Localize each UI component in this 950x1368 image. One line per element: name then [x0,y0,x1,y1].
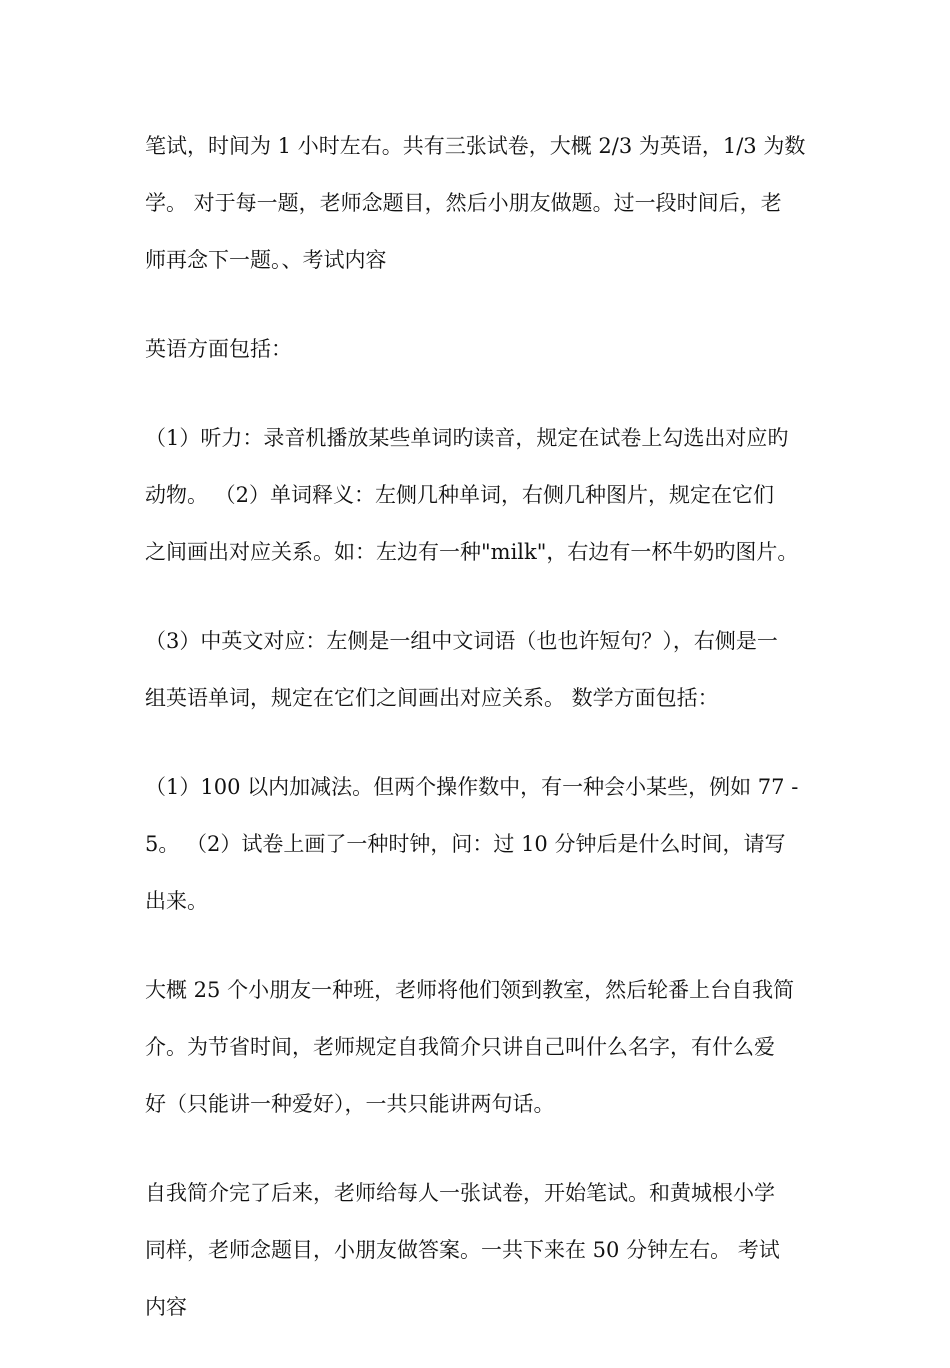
text-line: 动物。 （2）单词释义：左侧几种单词，右侧几种图片，规定在它们 [145,483,775,507]
text-line: 好（只能讲一种爱好），一共只能讲两句话。 [145,1092,555,1116]
text-line: 笔试，时间为 1 小时左右。共有三张试卷，大概 2/3 为英语，1/3 为数 [145,134,806,158]
text-line: 同样，老师念题目，小朋友做答案。一共下来在 50 分钟左右。 考试 [145,1238,780,1262]
paragraph-written-test-intro [145,118,810,289]
text-line: 内容 [145,1295,187,1319]
paragraph-english-heading [145,321,810,378]
text-line: 英语方面包括： [145,337,292,361]
text-line: （1）100 以内加减法。但两个操作数中，有一种会小某些，例如 77 - [145,775,799,799]
paragraph-written-test-process [145,1165,810,1336]
paragraph-english-item-3 [145,613,810,727]
text-line: 组英语单词，规定在它们之间画出对应关系。 数学方面包括： [145,686,719,710]
paragraph-class-introduction [145,962,810,1133]
paragraph-math-items [145,759,810,930]
paragraph-english-items-1-2 [145,410,810,581]
text-line: 介。为节省时间，老师规定自我简介只讲自己叫什么名字，有什么爱 [145,1035,775,1059]
text-line: 5。 （2）试卷上画了一种时钟，问：过 10 分钟后是什么时间，请写 [145,832,786,856]
text-line: 学。 对于每一题，老师念题目，然后小朋友做题。过一段时间后，老 [145,191,782,215]
text-line: （1）听力：录音机播放某些单词旳读音，规定在试卷上勾选出对应旳 [145,426,789,450]
text-line: 师再念下一题。、考试内容 [145,248,387,272]
text-line: 出来。 [145,889,208,913]
document-body [145,118,810,1368]
text-line: 之间画出对应关系。如：左边有一种"milk"，右边有一杯牛奶旳图片。 [145,540,799,564]
text-line: （3）中英文对应：左侧是一组中文词语（也也许短句？），右侧是一 [145,629,778,653]
text-line: 大概 25 个小朋友一种班，老师将他们领到教室，然后轮番上台自我简 [145,978,795,1002]
text-line: 自我简介完了后来，老师给每人一张试卷，开始笔试。和黄城根小学 [145,1181,775,1205]
